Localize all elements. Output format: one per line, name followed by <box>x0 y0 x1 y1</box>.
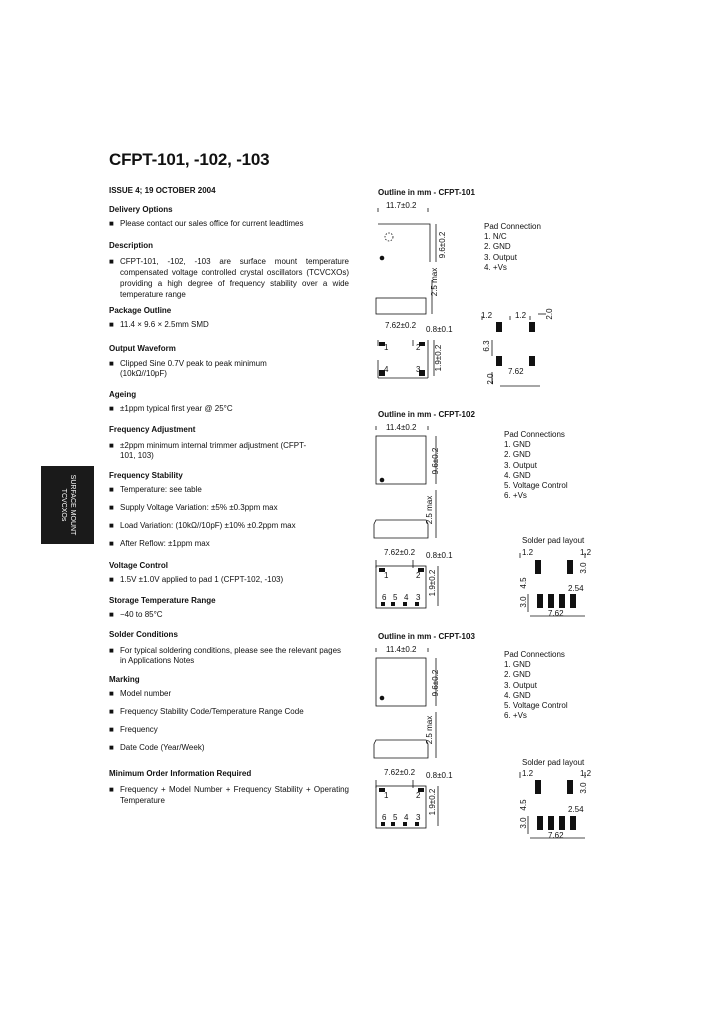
dim-103-layout-d: 4.5 <box>519 799 528 811</box>
bullet-voltage-control-1: 1.5V ±1.0V applied to pad 1 (CFPT-102, -103) <box>120 575 284 584</box>
pin-102-3: 3 <box>416 593 421 602</box>
solder-pad <box>496 356 502 366</box>
pin-102-4: 4 <box>404 593 409 602</box>
bullet-marking-2: Frequency Stability Code/Temperature Range Code <box>120 707 304 716</box>
heading-voltage-control: Voltage Control <box>109 561 168 570</box>
bullet-freq-stability-3: Load Variation: (10kΩ//10pF) ±10% ±0.2ppm max <box>120 521 296 530</box>
dim-103-layout-c: 3.0 <box>579 782 588 794</box>
dim-103-padw: 0.8±0.1 <box>426 771 453 780</box>
heading-waveform: Output Waveform <box>109 344 176 353</box>
dim-103-layout-a: 1.2 <box>522 769 534 778</box>
bullet-solder-1: For typical soldering conditions, please see the relevant pages in Applications Notes <box>120 645 342 665</box>
pad-101-2: 2. GND <box>484 242 511 252</box>
dim-102-layout-a: 1.2 <box>522 548 534 557</box>
section-marking: Marking ■ Model number ■ Frequency Stability Code/Temperature Range Code ■ Frequency ■ Date Code (Year/Week) <box>109 675 349 760</box>
pad-102-6: 6. +Vs <box>504 491 527 501</box>
section-solder: Solder Conditions ■ For typical soldering conditions, please see the relevant pages in Applications Notes <box>109 630 349 675</box>
heading-moq: Minimum Order Information Required <box>109 769 252 778</box>
dim-103-width: 11.4±0.2 <box>386 645 417 654</box>
layout-103-title: Solder pad layout <box>522 758 585 767</box>
dim-103-layout-b: 1.2 <box>580 769 592 778</box>
dim-102-width: 11.4±0.2 <box>386 423 417 432</box>
solder-pad <box>570 816 576 830</box>
side-tab-line1: SURFACE MOUNT <box>68 474 76 536</box>
dim-103-layout-e: 2.54 <box>568 805 584 814</box>
heading-freq-adjustment: Frequency Adjustment <box>109 425 196 434</box>
solder-pad <box>537 594 543 608</box>
dim-101-layout-b: 1.2 <box>515 311 527 320</box>
section-voltage-control: Voltage Control ■ 1.5V ±1.0V applied to pad 1 (CFPT-102, -103) <box>109 561 349 592</box>
bullet-moq-1: Frequency + Model Number + Frequency Stability + Operating Temperature <box>120 785 349 805</box>
bullet-freq-stability-4: After Reflow: ±1ppm max <box>120 539 210 548</box>
outline-101-title: Outline in mm - CFPT-101 <box>378 188 475 197</box>
solder-pad <box>496 322 502 332</box>
heading-storage: Storage Temperature Range <box>109 596 216 605</box>
heading-freq-stability: Frequency Stability <box>109 471 183 480</box>
page-title: CFPT-101, -102, -103 <box>109 150 270 169</box>
dim-102-height: 9.6±0.2 <box>431 447 440 475</box>
dim-103-padh: 1.9±0.2 <box>428 788 437 816</box>
pin-103-5: 5 <box>393 813 398 822</box>
heading-marking: Marking <box>109 675 140 684</box>
dim-101-padw: 0.8±0.1 <box>426 325 453 334</box>
bullet-freq-stability-1: Temperature: see table <box>120 485 202 494</box>
pin-102-6: 6 <box>382 593 387 602</box>
solder-pad <box>567 780 573 794</box>
solder-pad <box>567 560 573 574</box>
solder-pad <box>559 816 565 830</box>
dim-101-layout-d: 6.3 <box>482 340 491 352</box>
solder-pad <box>537 816 543 830</box>
dim-102-thick: 2.5 max <box>425 495 434 525</box>
pad-101-4: 4. +Vs <box>484 262 507 272</box>
pad-103-1: 1. GND <box>504 660 531 670</box>
solder-pad <box>529 322 535 332</box>
solder-pad <box>559 594 565 608</box>
side-tab-line2: TCVCXOs <box>59 488 67 522</box>
pin1-marker-103 <box>380 696 385 701</box>
dim-101-layout-c: 2.0 <box>545 308 554 320</box>
dim-101-padh: 1.9±0.2 <box>434 344 443 372</box>
pad-102-3: 3. Output <box>504 460 537 470</box>
bullet-delivery-1: Please contact our sales office for current leadtimes <box>120 219 304 228</box>
solder-pad <box>548 594 554 608</box>
pad-heading-101: Pad Connection <box>484 222 541 231</box>
pad-102-4: 4. GND <box>504 470 531 480</box>
pad-103-3: 3. Output <box>504 680 537 690</box>
section-freq-stability: Frequency Stability ■ Temperature: see table ■ Supply Voltage Variation: ±5% ±0.3ppm max ■ Load Variation: (10kΩ//10pF) ±10% ±0.2ppm max ■ After Reflow: ±1ppm max <box>109 471 349 556</box>
heading-package: Package Outline <box>109 306 172 315</box>
heading-delivery: Delivery Options <box>109 205 173 214</box>
bullet-description-1: CFPT-101, -102, -103 are surface mount temperature compensated voltage controlled crystal oscillators (TCVCXOs) providing a high degree of frequency stability over a wide temperature range <box>120 257 349 299</box>
dim-103-pitch: 7.62±0.2 <box>384 768 416 777</box>
dim-102-padh: 1.9±0.2 <box>428 569 437 597</box>
dim-101-layout-a: 1.2 <box>481 311 493 320</box>
solder-pad <box>570 594 576 608</box>
pin-101-2: 2 <box>416 343 421 352</box>
pad-101-3: 3. Output <box>484 252 517 262</box>
heading-ageing: Ageing <box>109 390 137 399</box>
section-delivery: Delivery Options ■ Please contact our sales office for current leadtimes <box>109 205 349 236</box>
solder-pad <box>548 816 554 830</box>
dim-101-width: 11.7±0.2 <box>386 201 417 210</box>
dim-102-layout-d: 4.5 <box>519 577 528 589</box>
section-waveform: Output Waveform ■ Clipped Sine 0.7V peak to peak minimum (10kΩ//10pF) <box>109 344 349 387</box>
bullet-marking-4: Date Code (Year/Week) <box>120 743 205 752</box>
pin1-marker-101 <box>380 256 385 261</box>
pin-103-1: 1 <box>384 791 389 800</box>
bullet-ageing-1: ±1ppm typical first year @ 25°C <box>120 404 233 413</box>
solder-pad <box>529 356 535 366</box>
pin-102-5: 5 <box>393 593 398 602</box>
section-description: Description ■ CFPT-101, -102, -103 are surface mount temperature compensated voltage controlled crystal oscillators (TCVCXOs) providing a high degree of frequency stability over a wide temperature range <box>109 241 349 299</box>
heading-description: Description <box>109 241 154 250</box>
bullet-storage-1: −40 to 85°C <box>120 610 163 619</box>
dim-101-layout-f: 7.62 <box>508 367 524 376</box>
solder-pad <box>535 560 541 574</box>
dim-102-layout-g: 7.62 <box>548 609 564 618</box>
pad-101-1: 1. N/C <box>484 232 507 242</box>
pad-102-5: 5. Voltage Control <box>504 481 568 491</box>
pin-103-2: 2 <box>416 791 421 800</box>
outline-103-title: Outline in mm - CFPT-103 <box>378 632 475 641</box>
dim-102-layout-f: 3.0 <box>519 596 528 608</box>
drawing-102 <box>374 426 585 616</box>
pad-102-1: 1. GND <box>504 440 531 450</box>
pad-heading-103: Pad Connections <box>504 650 565 659</box>
section-ageing: Ageing ■ ±1ppm typical first year @ 25°C <box>109 390 349 421</box>
dim-102-layout-c: 3.0 <box>579 562 588 574</box>
bullet-freq-adjustment-1: ±2ppm minimum internal trimmer adjustment (CFPT-101, 103) <box>120 440 307 460</box>
layout-102-title: Solder pad layout <box>522 536 585 545</box>
bullet-package-1: 11.4 × 9.6 × 2.5mm SMD <box>120 320 209 329</box>
section-freq-adjustment: Frequency Adjustment ■ ±2ppm minimum internal trimmer adjustment (CFPT-101, 103) <box>109 425 349 470</box>
pin-101-4: 4 <box>384 365 389 374</box>
pin1-marker-102 <box>380 478 385 483</box>
bullet-marking-1: Model number <box>120 689 172 698</box>
bullet-marking-3: Frequency <box>120 725 158 734</box>
pad-heading-102: Pad Connections <box>504 430 565 439</box>
pad-103-5: 5. Voltage Control <box>504 701 568 711</box>
pad-103-6: 6. +Vs <box>504 711 527 721</box>
pin-103-3: 3 <box>416 813 421 822</box>
pin-102-2: 2 <box>416 571 421 580</box>
pad-103-4: 4. GND <box>504 690 531 700</box>
bullet-waveform-1: Clipped Sine 0.7V peak to peak minimum (10kΩ//10pF) <box>120 359 267 378</box>
pin-103-4: 4 <box>404 813 409 822</box>
pin-102-1: 1 <box>384 571 389 580</box>
issue-date: ISSUE 4; 19 OCTOBER 2004 <box>109 186 216 195</box>
dim-101-thick: 2.5 max <box>430 267 439 297</box>
pin-101-1: 1 <box>384 343 389 352</box>
pad-102-2: 2. GND <box>504 450 531 460</box>
pin-101-3: 3 <box>416 365 421 374</box>
dim-101-layout-e: 2.0 <box>486 373 495 385</box>
drawing-101 <box>376 208 546 386</box>
dim-102-pitch: 7.62±0.2 <box>384 548 416 557</box>
section-moq: Minimum Order Information Required ■ Frequency + Model Number + Frequency Stability + Operating Temperature <box>109 769 349 805</box>
dim-101-pitch: 7.62±0.2 <box>385 321 417 330</box>
dim-103-layout-g: 7.62 <box>548 831 564 840</box>
heading-solder: Solder Conditions <box>109 630 178 639</box>
solder-pad <box>535 780 541 794</box>
outline-102-title: Outline in mm - CFPT-102 <box>378 410 475 419</box>
section-package: Package Outline ■ 11.4 × 9.6 × 2.5mm SMD <box>109 306 349 337</box>
dim-101-height: 9.6±0.2 <box>438 231 447 259</box>
drawing-103 <box>374 648 585 838</box>
dim-102-padw: 0.8±0.1 <box>426 551 453 560</box>
dim-103-layout-f: 3.0 <box>519 817 528 829</box>
dim-102-layout-e: 2.54 <box>568 584 584 593</box>
section-storage: Storage Temperature Range ■ −40 to 85°C <box>109 596 349 627</box>
dim-103-thick: 2.5 max <box>425 715 434 745</box>
dim-103-height: 9.6±0.2 <box>431 669 440 697</box>
bullet-freq-stability-2: Supply Voltage Variation: ±5% ±0.3ppm max <box>120 503 278 512</box>
dim-102-layout-b: 1.2 <box>580 548 592 557</box>
pin-103-6: 6 <box>382 813 387 822</box>
pad-103-2: 2. GND <box>504 670 531 680</box>
